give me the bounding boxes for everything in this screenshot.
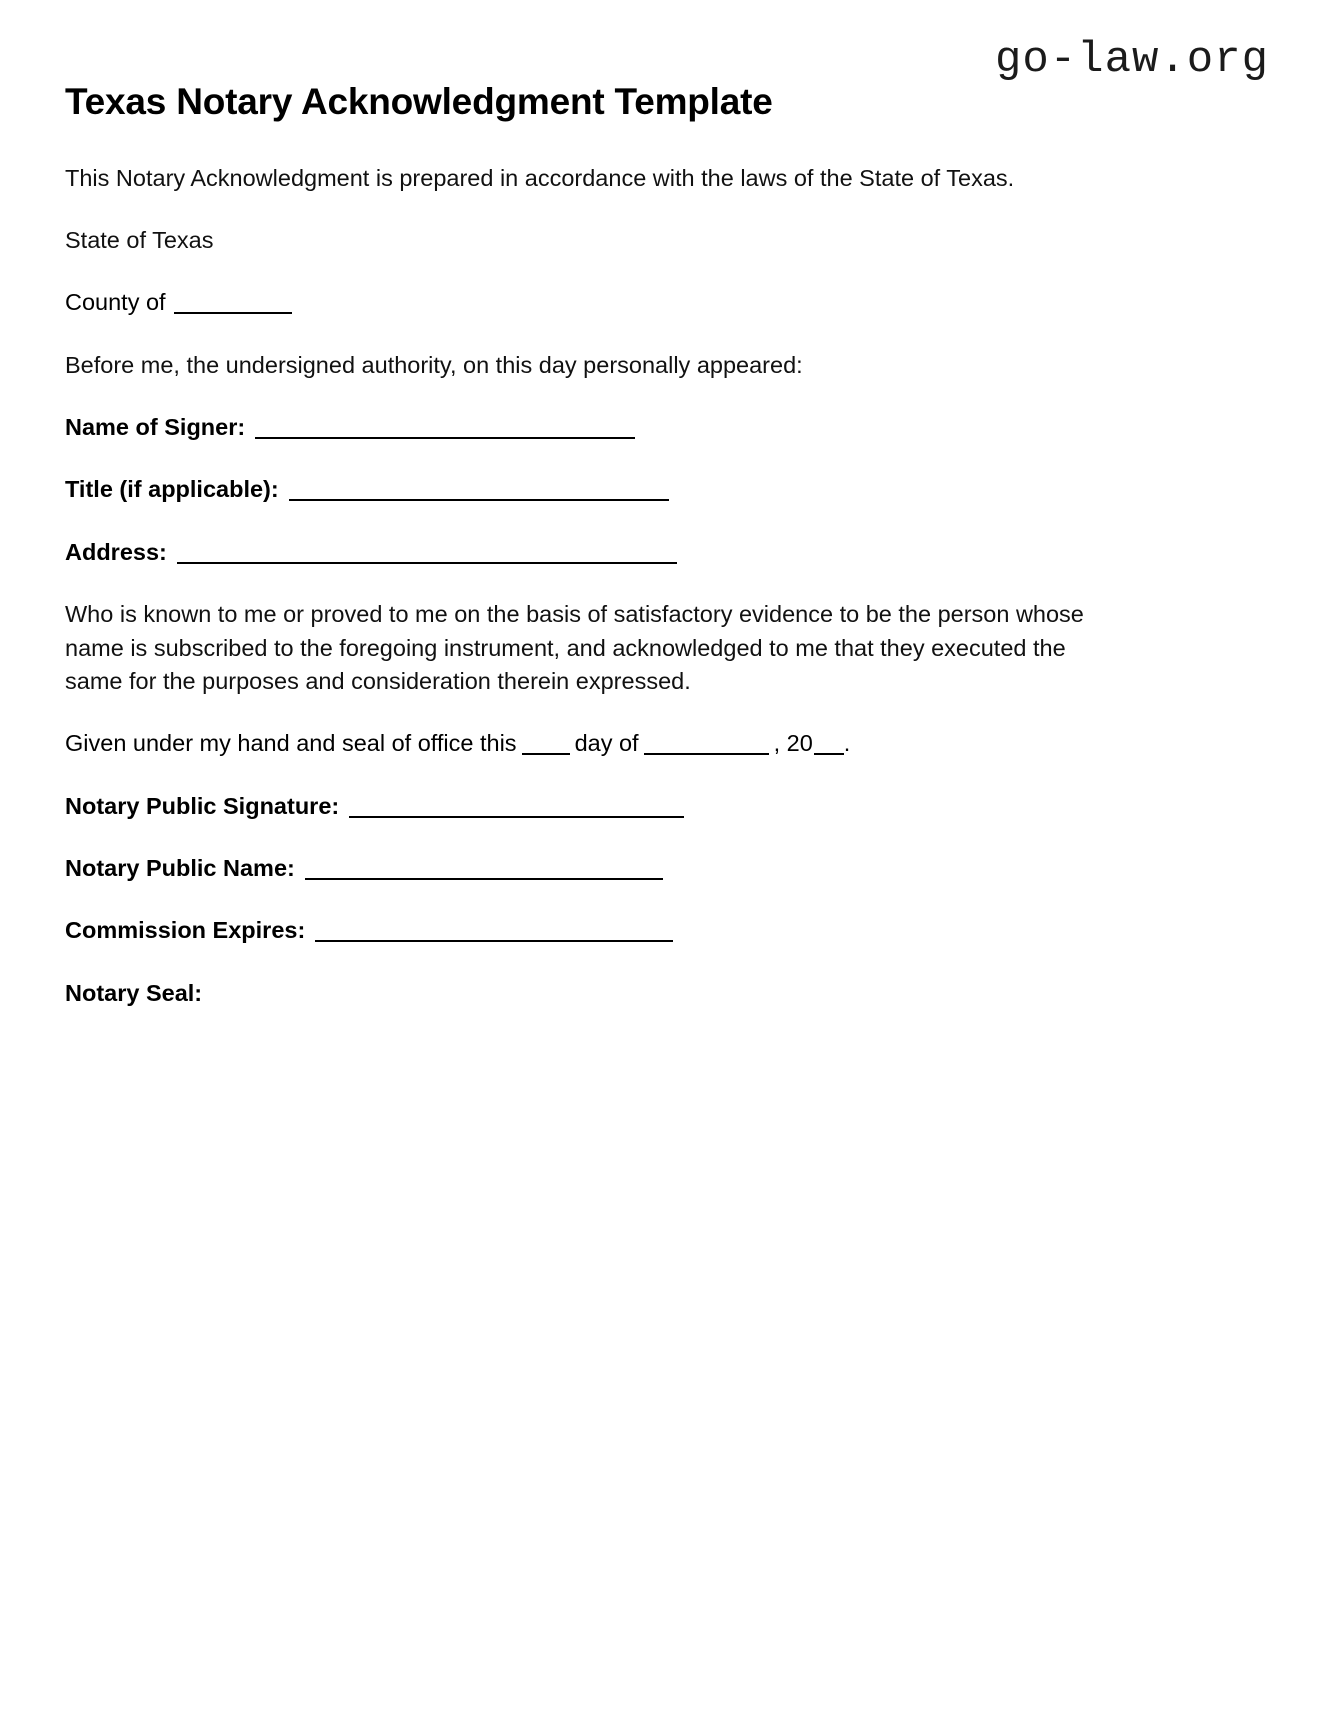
notary-public-signature-label: Notary Public Signature: bbox=[65, 792, 340, 819]
name-of-signer-field-line bbox=[65, 411, 1130, 444]
notary-seal-field-line bbox=[65, 977, 1130, 1010]
given-under-hand-middle: day of bbox=[574, 730, 639, 757]
day-blank[interactable] bbox=[522, 736, 570, 755]
given-under-hand-prefix: Given under my hand and seal of office this bbox=[65, 730, 517, 757]
commission-expires-label: Commission Expires: bbox=[65, 917, 306, 944]
notary-public-name-label: Notary Public Name: bbox=[65, 854, 295, 881]
address-blank[interactable] bbox=[177, 545, 677, 564]
state-line: State of Texas bbox=[65, 227, 214, 254]
site-watermark: go-law.org bbox=[994, 35, 1269, 85]
commission-expires-blank[interactable] bbox=[315, 923, 673, 942]
notary-name-field-line bbox=[65, 852, 1130, 885]
title-field-line bbox=[65, 473, 1130, 506]
address-field-line bbox=[65, 536, 1130, 569]
intro-paragraph: This Notary Acknowledgment is prepared in accordance with the laws of the State of Texas. bbox=[65, 164, 1015, 191]
notary-seal-label: Notary Seal: bbox=[65, 979, 203, 1006]
address-label: Address: bbox=[65, 538, 167, 565]
title-if-applicable-blank[interactable] bbox=[289, 482, 669, 501]
given-under-hand-line bbox=[65, 727, 1130, 760]
name-of-signer-label: Name of Signer: bbox=[65, 414, 246, 441]
month-blank[interactable] bbox=[644, 736, 769, 755]
known-to-me-paragraph: Who is known to me or proved to me on the basis of satisfactory evidence to be the person whose name is subscribed to the foregoing instrument, and acknowledged to me that they executed the same for the purposes and consideration therein expressed. bbox=[65, 601, 1084, 694]
notary-public-name-blank[interactable] bbox=[305, 861, 663, 880]
county-blank[interactable] bbox=[174, 295, 292, 314]
given-under-hand-suffix: . bbox=[843, 730, 851, 757]
document-content bbox=[65, 80, 1130, 1039]
notary-public-signature-blank[interactable] bbox=[349, 799, 684, 818]
county-field-line bbox=[65, 286, 1130, 319]
before-me-paragraph: Before me, the undersigned authority, on this day personally appeared: bbox=[65, 351, 803, 378]
given-under-hand-year-prefix: , 20 bbox=[773, 730, 813, 757]
year-blank[interactable] bbox=[814, 736, 844, 755]
county-label: County of bbox=[65, 289, 166, 316]
notary-signature-field-line bbox=[65, 790, 1130, 823]
commission-expires-field-line bbox=[65, 914, 1130, 947]
name-of-signer-blank[interactable] bbox=[255, 420, 635, 439]
title-if-applicable-label: Title (if applicable): bbox=[65, 476, 279, 503]
page-title: Texas Notary Acknowledgment Template bbox=[65, 81, 773, 122]
